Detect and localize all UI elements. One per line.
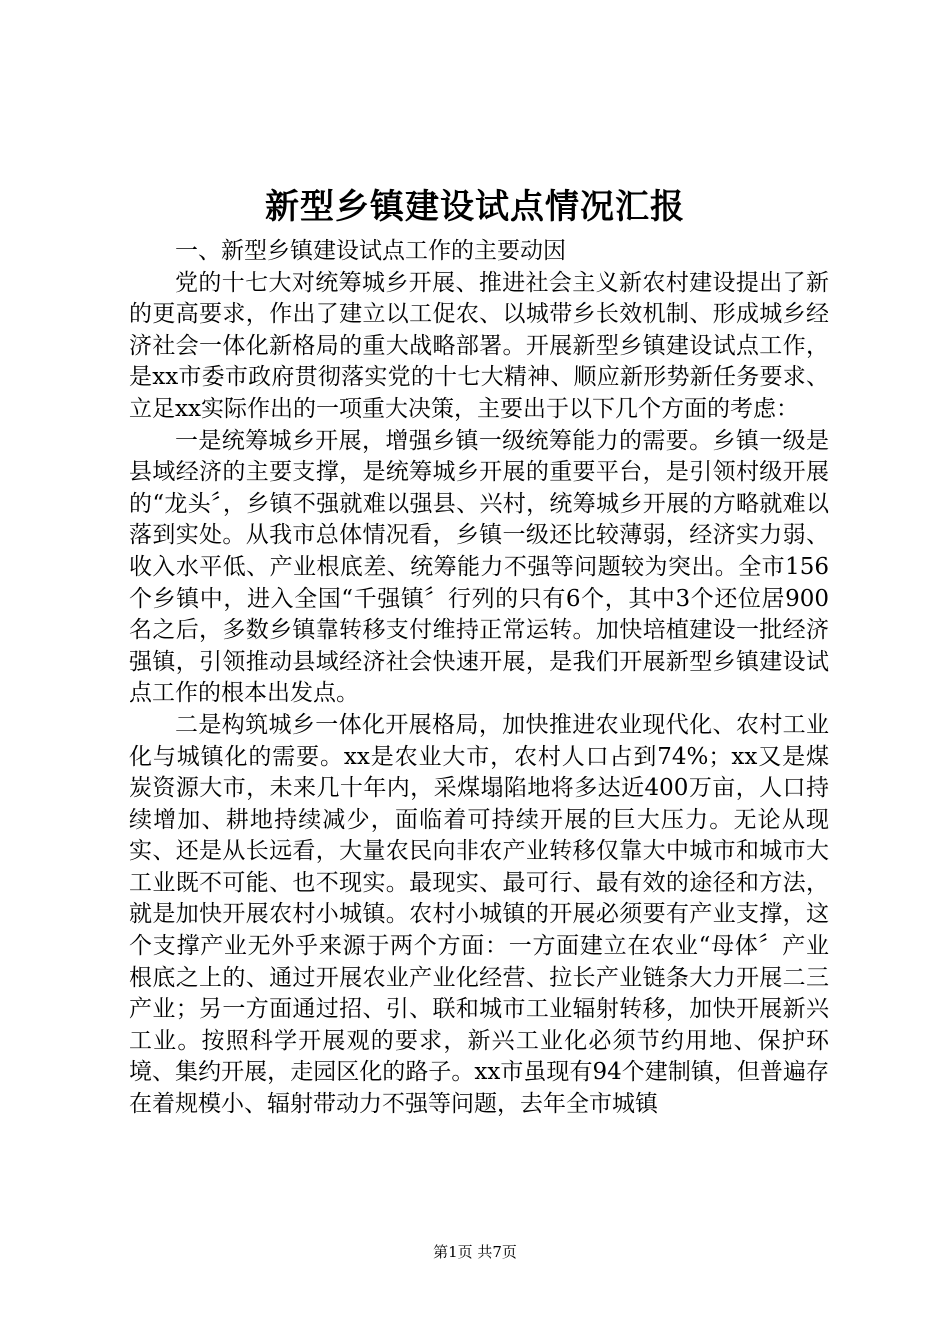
- document-title: 新型乡镇建设试点情况汇报: [265, 187, 685, 227]
- page-footer: 第1页 共7页: [433, 1243, 517, 1261]
- paragraph: 二是构筑城乡一体化开展格局，加快推进农业现代化、农村工业化与城镇化的需要。xx是农业大市，农村人口占到74%；xx又是煤炭资源大市，未来几十年内，采煤塌陷地将多达近400万亩，人口持续增加、耕地持续减少，面临着可持续开展的巨大压力。无论从现实、还是从长远看，大量农民向非农产业转移仅靠大中城市和城市大工业既不可能、也不现实。最现实、最可行、最有效的途径和方法，就是加快开展农村小城镇。农村小城镇的开展必须要有产业支撑，这个支撑产业无外乎来源于两个方面：一方面建立在农业“母体〞产业根底之上的、通过开展农业产业化经营、拉长产业链条大力开展二三产业；另一方面通过招、引、联和城市工业辐射转移，加快开展新兴工业。按照科学开展观的要求，新兴工业化必须节约用地、保护环境、集约开展，走园区化的路子。xx市虽现有94个建制镇，但普遍存在着规模小、辐射带动力不强等问题，去年全市城镇: [129, 711, 829, 1118]
- paragraph: 一是统筹城乡开展，增强乡镇一级统筹能力的需要。乡镇一级是县域经济的主要支撑，是统筹城乡开展的重要平台，是引领村级开展的“龙头〞，乡镇不强就难以强县、兴村，统筹城乡开展的方略就难以落到实处。从我市总体情况看，乡镇一级还比较薄弱，经济实力弱、收入水平低、产业根底差、统筹能力不强等问题较为突出。全市156个乡镇中，进入全国“千强镇〞行列的只有6个，其中3个还位居900名之后，多数乡镇靠转移支付维持正常运转。加快培植建设一批经济强镇，引领推动县域经济社会快速开展，是我们开展新型乡镇建设试点工作的根本出发点。: [129, 427, 829, 707]
- paragraph: 党的十七大对统筹城乡开展、推进社会主义新农村建设提出了新的更高要求，作出了建立以工促农、以城带乡长效机制、形成城乡经济社会一体化新格局的重大战略部署。开展新型乡镇建设试点工作，是xx市委市政府贯彻落实党的十七大精神、顺应新形势新任务要求、立足xx实际作出的一项重大决策，主要出于以下几个方面的考虑：: [129, 269, 829, 422]
- document-body: [129, 236, 829, 1121]
- section-heading: 一、新型乡镇建设试点工作的主要动因: [175, 238, 566, 264]
